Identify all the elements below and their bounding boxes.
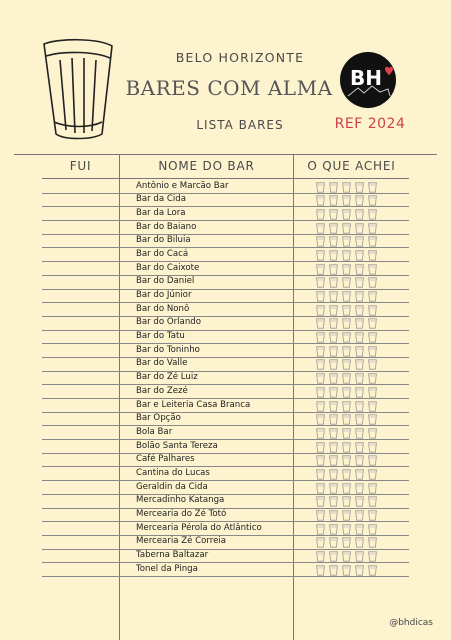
glass-icon[interactable] bbox=[316, 264, 325, 275]
glass-icon[interactable] bbox=[329, 565, 338, 576]
glass-icon[interactable] bbox=[355, 250, 364, 261]
rating-cups bbox=[316, 537, 377, 548]
glass-icon[interactable] bbox=[368, 510, 377, 521]
ref-year: REF 2024 bbox=[334, 116, 406, 132]
rating-cups bbox=[316, 428, 377, 439]
glass-icon[interactable] bbox=[316, 428, 325, 439]
rating-cups bbox=[316, 195, 377, 206]
glass-icon[interactable] bbox=[316, 524, 325, 535]
rating-cups bbox=[316, 277, 377, 288]
glass-icon[interactable] bbox=[368, 223, 377, 234]
glass-icon[interactable] bbox=[355, 332, 364, 343]
rating-cups bbox=[316, 469, 377, 480]
rating-cups bbox=[316, 565, 377, 576]
glass-icon[interactable] bbox=[342, 537, 351, 548]
bar-name: Mercadinho Katanga bbox=[136, 495, 225, 506]
rating-cups bbox=[316, 182, 377, 193]
bar-name: Bar do Zezé bbox=[136, 385, 188, 396]
glass-icon[interactable] bbox=[329, 455, 338, 466]
glass-icon[interactable] bbox=[316, 250, 325, 261]
logo-text: BH bbox=[350, 66, 382, 90]
glass-icon[interactable] bbox=[342, 428, 351, 439]
table-row bbox=[42, 495, 409, 509]
bar-name: Café Palhares bbox=[136, 454, 195, 465]
glass-icon[interactable] bbox=[316, 469, 325, 480]
rating-cups bbox=[316, 373, 377, 384]
glass-icon[interactable] bbox=[329, 332, 338, 343]
glass-icon[interactable] bbox=[329, 401, 338, 412]
rating-cups bbox=[316, 332, 377, 343]
glass-icon[interactable] bbox=[329, 182, 338, 193]
glass-icon[interactable] bbox=[368, 414, 377, 425]
glass-icon[interactable] bbox=[342, 469, 351, 480]
glass-icon[interactable] bbox=[342, 318, 351, 329]
glass-icon[interactable] bbox=[355, 496, 364, 507]
glass-icon[interactable] bbox=[342, 373, 351, 384]
rating-cups bbox=[316, 442, 377, 453]
table-top-line bbox=[14, 154, 437, 155]
glass-icon[interactable] bbox=[329, 264, 338, 275]
rating-cups bbox=[316, 318, 377, 329]
glass-icon[interactable] bbox=[342, 250, 351, 261]
glass-icon[interactable] bbox=[316, 359, 325, 370]
glass-icon[interactable] bbox=[342, 332, 351, 343]
column-header-fui: FUI bbox=[69, 159, 92, 173]
glass-illustration-icon bbox=[38, 36, 116, 142]
glass-icon[interactable] bbox=[368, 291, 377, 302]
glass-icon[interactable] bbox=[329, 209, 338, 220]
rating-cups bbox=[316, 483, 377, 494]
glass-icon[interactable] bbox=[342, 455, 351, 466]
glass-icon[interactable] bbox=[368, 359, 377, 370]
bar-name: Bar do Baiano bbox=[136, 221, 197, 232]
glass-icon[interactable] bbox=[316, 318, 325, 329]
rating-cups bbox=[316, 496, 377, 507]
glass-icon[interactable] bbox=[329, 387, 338, 398]
glass-icon[interactable] bbox=[316, 346, 325, 357]
glass-icon[interactable] bbox=[368, 455, 377, 466]
glass-icon[interactable] bbox=[329, 359, 338, 370]
column-header-nome: NOME DO BAR bbox=[158, 159, 255, 173]
glass-icon[interactable] bbox=[329, 195, 338, 206]
glass-icon[interactable] bbox=[355, 387, 364, 398]
table-row bbox=[42, 440, 409, 454]
glass-icon[interactable] bbox=[316, 551, 325, 562]
glass-icon[interactable] bbox=[329, 483, 338, 494]
table-header-line bbox=[42, 178, 409, 179]
glass-icon[interactable] bbox=[329, 318, 338, 329]
glass-icon[interactable] bbox=[342, 565, 351, 576]
table-row bbox=[42, 248, 409, 262]
glass-icon[interactable] bbox=[316, 401, 325, 412]
glass-icon[interactable] bbox=[342, 414, 351, 425]
glass-icon[interactable] bbox=[368, 401, 377, 412]
bar-name: Bar do Zé Luiz bbox=[136, 372, 198, 383]
glass-icon[interactable] bbox=[368, 318, 377, 329]
glass-icon[interactable] bbox=[316, 332, 325, 343]
glass-icon[interactable] bbox=[368, 264, 377, 275]
table-row bbox=[42, 372, 409, 386]
table-row bbox=[42, 550, 409, 564]
rating-cups bbox=[316, 346, 377, 357]
rating-cups bbox=[316, 236, 377, 247]
rating-cups bbox=[316, 250, 377, 261]
glass-icon[interactable] bbox=[316, 373, 325, 384]
glass-icon[interactable] bbox=[329, 305, 338, 316]
glass-icon[interactable] bbox=[368, 182, 377, 193]
glass-icon[interactable] bbox=[342, 236, 351, 247]
glass-icon[interactable] bbox=[316, 496, 325, 507]
rating-cups bbox=[316, 264, 377, 275]
glass-icon[interactable] bbox=[342, 496, 351, 507]
glass-icon[interactable] bbox=[342, 182, 351, 193]
glass-icon[interactable] bbox=[329, 223, 338, 234]
rating-cups bbox=[316, 387, 377, 398]
bar-name: Tonel da Pinga bbox=[136, 563, 198, 574]
glass-icon[interactable] bbox=[355, 291, 364, 302]
glass-icon[interactable] bbox=[368, 537, 377, 548]
glass-icon[interactable] bbox=[355, 359, 364, 370]
table-row bbox=[42, 276, 409, 290]
glass-icon[interactable] bbox=[342, 209, 351, 220]
glass-icon[interactable] bbox=[355, 455, 364, 466]
bar-name: Mercearia Pérola do Atlântico bbox=[136, 522, 262, 533]
heart-icon bbox=[385, 67, 393, 76]
glass-icon[interactable] bbox=[329, 373, 338, 384]
bars-table bbox=[0, 154, 451, 640]
bar-name: Bolão Santa Tereza bbox=[136, 440, 218, 451]
glass-icon[interactable] bbox=[316, 510, 325, 521]
table-row bbox=[42, 454, 409, 468]
glass-icon[interactable] bbox=[368, 373, 377, 384]
column-header-achei: O QUE ACHEI bbox=[307, 159, 396, 173]
glass-icon[interactable] bbox=[329, 537, 338, 548]
glass-icon[interactable] bbox=[316, 387, 325, 398]
rating-cups bbox=[316, 401, 377, 412]
glass-icon[interactable] bbox=[355, 537, 364, 548]
glass-icon[interactable] bbox=[355, 428, 364, 439]
bar-name: Bola Bar bbox=[136, 426, 173, 437]
glass-icon[interactable] bbox=[342, 387, 351, 398]
table-row bbox=[42, 385, 409, 399]
bar-name: Bar do Nonô bbox=[136, 303, 190, 314]
glass-icon[interactable] bbox=[316, 442, 325, 453]
glass-icon[interactable] bbox=[368, 236, 377, 247]
glass-icon[interactable] bbox=[355, 195, 364, 206]
table-row bbox=[42, 180, 409, 194]
glass-icon[interactable] bbox=[368, 524, 377, 535]
glass-icon[interactable] bbox=[342, 305, 351, 316]
bar-name: Taberna Baltazar bbox=[136, 550, 209, 561]
bar-name: Bar do Júnior bbox=[136, 290, 192, 300]
glass-icon[interactable] bbox=[316, 236, 325, 247]
glass-icon[interactable] bbox=[342, 359, 351, 370]
glass-icon[interactable] bbox=[355, 442, 364, 453]
glass-icon[interactable] bbox=[316, 483, 325, 494]
glass-icon[interactable] bbox=[368, 332, 377, 343]
glass-icon[interactable] bbox=[355, 483, 364, 494]
glass-icon[interactable] bbox=[342, 510, 351, 521]
glass-icon[interactable] bbox=[355, 373, 364, 384]
glass-icon[interactable] bbox=[355, 565, 364, 576]
glass-icon[interactable] bbox=[368, 551, 377, 562]
bar-name: Bar do Daniel bbox=[136, 276, 195, 287]
bar-name: Bar e Leiteria Casa Branca bbox=[136, 399, 251, 410]
rating-cups bbox=[316, 551, 377, 562]
rating-cups bbox=[316, 359, 377, 370]
glass-icon[interactable] bbox=[329, 496, 338, 507]
glass-icon[interactable] bbox=[355, 414, 364, 425]
glass-icon[interactable] bbox=[368, 442, 377, 453]
table-row bbox=[42, 413, 409, 427]
glass-icon[interactable] bbox=[355, 223, 364, 234]
glass-icon[interactable] bbox=[355, 305, 364, 316]
glass-icon[interactable] bbox=[316, 537, 325, 548]
bar-name: Bar do Valle bbox=[136, 358, 188, 369]
table-row bbox=[42, 481, 409, 495]
glass-icon[interactable] bbox=[342, 524, 351, 535]
rating-cups bbox=[316, 291, 377, 302]
glass-icon[interactable] bbox=[355, 182, 364, 193]
table-row bbox=[42, 235, 409, 249]
glass-icon[interactable] bbox=[316, 291, 325, 302]
glass-icon[interactable] bbox=[368, 346, 377, 357]
table-row bbox=[42, 563, 409, 577]
rating-cups bbox=[316, 305, 377, 316]
page-title: BARES COM ALMA bbox=[125, 76, 333, 100]
glass-icon[interactable] bbox=[342, 223, 351, 234]
rating-cups bbox=[316, 524, 377, 535]
glass-icon[interactable] bbox=[316, 223, 325, 234]
table-row bbox=[42, 467, 409, 481]
glass-icon[interactable] bbox=[368, 209, 377, 220]
glass-icon[interactable] bbox=[355, 264, 364, 275]
glass-icon[interactable] bbox=[316, 305, 325, 316]
glass-icon[interactable] bbox=[329, 510, 338, 521]
glass-icon[interactable] bbox=[329, 551, 338, 562]
table-row bbox=[42, 262, 409, 276]
glass-icon[interactable] bbox=[355, 209, 364, 220]
glass-icon[interactable] bbox=[342, 551, 351, 562]
glass-icon[interactable] bbox=[329, 291, 338, 302]
bar-name: Mercearia Zé Correia bbox=[136, 536, 227, 547]
bar-name: Bar do Caixote bbox=[136, 262, 200, 273]
table-row bbox=[42, 399, 409, 413]
bar-name: Cantina do Lucas bbox=[136, 467, 210, 478]
glass-icon[interactable] bbox=[355, 510, 364, 521]
table-row bbox=[42, 317, 409, 331]
glass-icon[interactable] bbox=[329, 236, 338, 247]
glass-icon[interactable] bbox=[342, 195, 351, 206]
glass-icon[interactable] bbox=[329, 277, 338, 288]
bar-rows bbox=[42, 180, 409, 577]
glass-icon[interactable] bbox=[329, 524, 338, 535]
glass-icon[interactable] bbox=[355, 401, 364, 412]
rating-cups bbox=[316, 209, 377, 220]
table-row bbox=[42, 194, 409, 208]
bh-logo bbox=[340, 52, 396, 108]
glass-icon[interactable] bbox=[355, 346, 364, 357]
bar-name: Bar do Orlando bbox=[136, 317, 201, 328]
bar-name: Mercearia do Zé Totó bbox=[136, 509, 227, 519]
table-row bbox=[42, 536, 409, 550]
table-row bbox=[42, 358, 409, 372]
city-subtitle: BELO HORIZONTE bbox=[175, 50, 305, 65]
glass-icon[interactable] bbox=[368, 483, 377, 494]
rating-cups bbox=[316, 455, 377, 466]
glass-icon[interactable] bbox=[355, 551, 364, 562]
glass-icon[interactable] bbox=[329, 469, 338, 480]
bar-name: Bar do Tatu bbox=[136, 331, 185, 342]
glass-icon[interactable] bbox=[342, 291, 351, 302]
glass-icon[interactable] bbox=[329, 250, 338, 261]
glass-icon[interactable] bbox=[316, 565, 325, 576]
bar-name: Bar da Lora bbox=[136, 207, 186, 218]
table-row bbox=[42, 221, 409, 235]
bar-name: Bar Opção bbox=[136, 413, 181, 424]
glass-icon[interactable] bbox=[316, 182, 325, 193]
glass-icon[interactable] bbox=[342, 346, 351, 357]
glass-icon[interactable] bbox=[368, 469, 377, 480]
bar-name: Bar do Biluia bbox=[136, 235, 191, 246]
glass-icon[interactable] bbox=[355, 524, 364, 535]
glass-icon[interactable] bbox=[342, 264, 351, 275]
list-label: LISTA BARES bbox=[196, 118, 284, 132]
glass-icon[interactable] bbox=[316, 455, 325, 466]
table-row bbox=[42, 522, 409, 536]
table-row bbox=[42, 207, 409, 221]
glass-icon[interactable] bbox=[355, 236, 364, 247]
glass-icon[interactable] bbox=[342, 277, 351, 288]
glass-icon[interactable] bbox=[329, 346, 338, 357]
footer-handle: @bhdicas bbox=[389, 618, 433, 628]
bar-name: Antônio e Marcão Bar bbox=[136, 180, 229, 191]
glass-icon[interactable] bbox=[355, 469, 364, 480]
table-row bbox=[42, 344, 409, 358]
glass-icon[interactable] bbox=[316, 209, 325, 220]
glass-icon[interactable] bbox=[368, 195, 377, 206]
glass-icon[interactable] bbox=[329, 414, 338, 425]
glass-icon[interactable] bbox=[316, 414, 325, 425]
glass-icon[interactable] bbox=[329, 442, 338, 453]
glass-icon[interactable] bbox=[368, 250, 377, 261]
table-row bbox=[42, 331, 409, 345]
table-row bbox=[42, 290, 409, 304]
rating-cups bbox=[316, 510, 377, 521]
glass-icon[interactable] bbox=[368, 496, 377, 507]
glass-icon[interactable] bbox=[368, 387, 377, 398]
glass-icon[interactable] bbox=[368, 565, 377, 576]
glass-icon[interactable] bbox=[342, 483, 351, 494]
table-row bbox=[42, 509, 409, 523]
table-row bbox=[42, 426, 409, 440]
table-row bbox=[42, 303, 409, 317]
glass-icon[interactable] bbox=[316, 195, 325, 206]
glass-icon[interactable] bbox=[329, 428, 338, 439]
glass-icon[interactable] bbox=[368, 277, 377, 288]
glass-icon[interactable] bbox=[368, 428, 377, 439]
glass-icon[interactable] bbox=[342, 442, 351, 453]
glass-icon[interactable] bbox=[342, 401, 351, 412]
glass-icon[interactable] bbox=[368, 305, 377, 316]
rating-cups bbox=[316, 414, 377, 425]
bar-name: Bar da Cida bbox=[136, 194, 186, 205]
bar-name: Bar do Toninho bbox=[136, 344, 200, 355]
rating-cups bbox=[316, 223, 377, 234]
bar-name: Bar do Cacá bbox=[136, 248, 189, 259]
bar-name: Geraldin da Cida bbox=[136, 481, 208, 492]
glass-icon[interactable] bbox=[316, 277, 325, 288]
glass-icon[interactable] bbox=[355, 318, 364, 329]
glass-icon[interactable] bbox=[355, 277, 364, 288]
